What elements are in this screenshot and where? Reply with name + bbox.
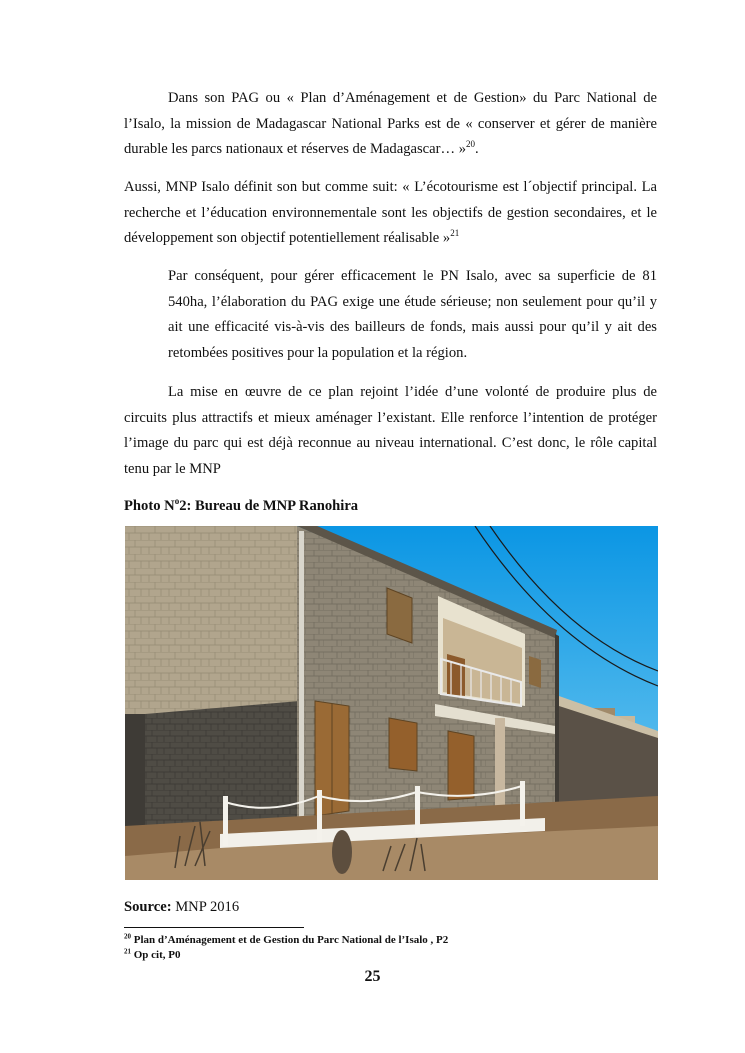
paragraph-plan-implementation: La mise en œuvre de ce plan rejoint l’idée d’une volonté de produire plus de circuits plus attractifs et mieux aménager l’existant. Elle renforce l’intention de protéger l’image du parc qui est déjà reconnue au niveau international. C’est donc, le rôle capital tenu par le MNP — [124, 384, 657, 477]
paragraph-indented-block: Par conséquent, pour gérer efficacement le PN Isalo, avec sa superficie de 81 540ha, l’élaboration du PAG exige une étude sérieuse; non seulement pour qu’il y ait une efficacité vis-à-vis des bailleurs de fonds, mais aussi pour qu’il y ait des retombées positives pour la population et la région. — [168, 268, 657, 361]
photo-caption — [124, 498, 358, 515]
page-number: 25 — [364, 968, 381, 985]
footnote-number: 21 — [124, 947, 131, 956]
caption-prefix: Photo N — [124, 498, 175, 514]
footnote-separator — [124, 927, 304, 928]
photo-source — [124, 899, 239, 916]
footnote-ref-21[interactable]: 21 — [450, 228, 460, 239]
footnote-number: 20 — [124, 932, 131, 941]
footnote-21 — [124, 949, 181, 961]
footnote-20 — [124, 934, 448, 946]
source-value: MNP 2016 — [171, 899, 240, 915]
paragraph-pag-mission — [124, 86, 657, 163]
paragraph-text: Aussi, MNP Isalo définit son but comme suit: « L’écotourisme est l´objectif principal. La recherche et l’éducation environnementale sont les objectifs de gestion secondaires, et le développement son objectif potentiellement réalisable » — [124, 179, 657, 246]
source-label: Source: — [124, 899, 172, 915]
footnote-text: Plan d’Aménagement et de Gestion du Parc National de l’Isalo , P2 — [131, 934, 449, 946]
paragraph-mnp-goal — [124, 175, 657, 252]
caption-title: 2: Bureau de MNP Ranohira — [179, 498, 359, 514]
footnote-ref-20[interactable]: 20 — [466, 139, 475, 150]
paragraph-text: Dans son PAG ou « Plan d’Aménagement et de Gestion» du Parc National de l’Isalo, la mission de Madagascar National Parks est de « conserver et gérer de manière durable les parcs nationaux et réserves de Madagascar… » — [124, 90, 657, 157]
photo-mnp-office-building — [125, 526, 658, 880]
caption-superscript: o — [174, 496, 180, 507]
footnote-text: Op cit, P0 — [131, 949, 181, 961]
paragraph-end: . — [475, 141, 479, 157]
